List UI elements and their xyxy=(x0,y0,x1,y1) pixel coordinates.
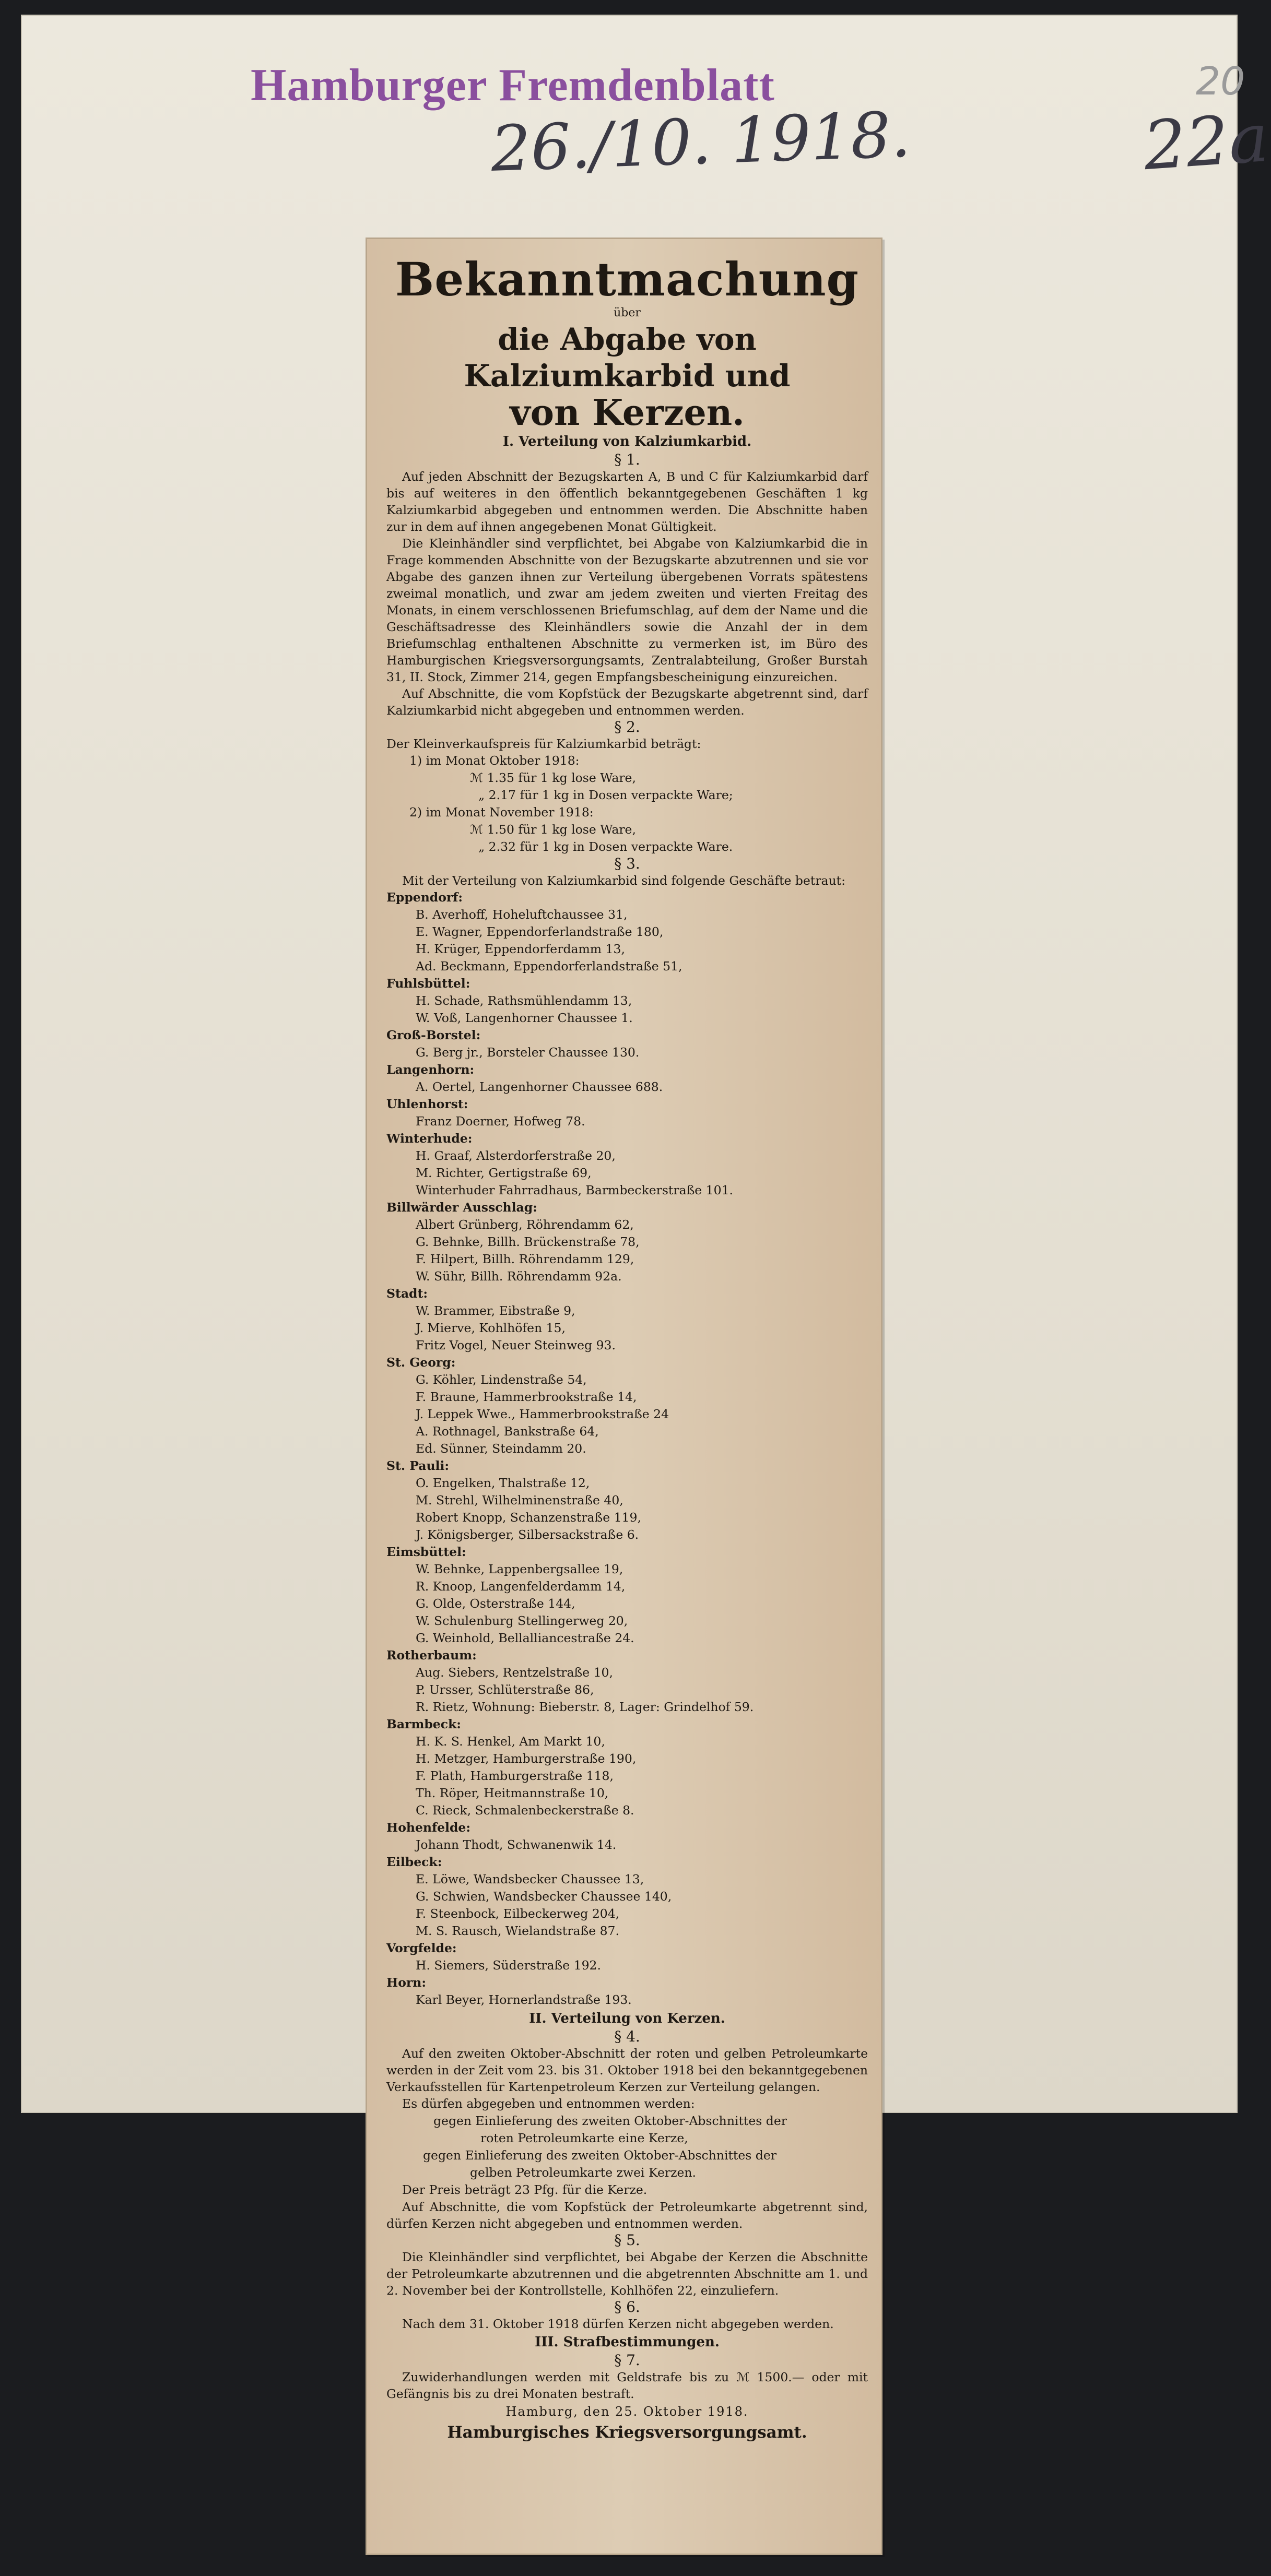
notice-subtitle-1: die Abgabe von Kalziumkarbid und xyxy=(464,322,791,394)
shop-entry: G. Köhler, Lindenstraße 54, xyxy=(416,1372,587,1387)
district-name: Horn: xyxy=(386,1975,427,1990)
newspaper-stamp: Hamburger Fremdenblatt xyxy=(251,60,775,111)
shop-entry: M. Strehl, Wilhelminenstraße 40, xyxy=(416,1493,623,1507)
shop-entry: H. Schade, Rathsmühlendamm 13, xyxy=(416,993,632,1008)
paragraph-2-intro: Der Kleinverkaufspreis für Kalziumkarbid beträgt: xyxy=(386,737,701,751)
district-name: Vorgfelde: xyxy=(386,1941,457,1955)
shop-entry: O. Engelken, Thalstraße 12, xyxy=(416,1476,590,1490)
shop-entry: G. Olde, Osterstraße 144, xyxy=(416,1596,575,1611)
district-name: Hohenfelde: xyxy=(386,1820,471,1835)
shop-entry: F. Steenbock, Eilbeckerweg 204, xyxy=(416,1906,620,1921)
district-name: St. Georg: xyxy=(386,1355,456,1370)
shop-entry: Karl Beyer, Hornerlandstraße 193. xyxy=(416,1992,632,2007)
district-name: Stadt: xyxy=(386,1286,428,1301)
shop-entry: A. Rothnagel, Bankstraße 64, xyxy=(416,1424,599,1439)
shop-entry: A. Oertel, Langenhorner Chaussee 688. xyxy=(416,1079,663,1094)
shop-entry: W. Sühr, Billh. Röhrendamm 92a. xyxy=(416,1269,622,1284)
shop-entry: G. Berg jr., Borsteler Chaussee 130. xyxy=(416,1045,640,1060)
shop-entry: Franz Doerner, Hofweg 78. xyxy=(416,1114,585,1129)
shop-entry: J. Mierve, Kohlhöfen 15, xyxy=(416,1321,566,1335)
shop-entry: W. Voß, Langenhorner Chaussee 1. xyxy=(416,1011,633,1025)
district-name: Uhlenhorst: xyxy=(386,1097,468,1111)
price-line: ℳ 1.35 für 1 kg lose Ware, xyxy=(470,770,636,785)
shop-entry: J. Königsberger, Silbersackstraße 6. xyxy=(416,1527,639,1542)
district-name: Barmbeck: xyxy=(386,1717,461,1731)
shop-entry: G. Behnke, Billh. Brückenstraße 78, xyxy=(416,1234,640,1249)
district-name: Billwärder Ausschlag: xyxy=(386,1200,537,1215)
shop-entry: Aug. Siebers, Rentzelstraße 10, xyxy=(416,1665,613,1680)
district-name: Eilbeck: xyxy=(386,1855,442,1869)
shop-entry: Ad. Beckmann, Eppendorferlandstraße 51, xyxy=(416,959,682,974)
shop-entry: H. Graaf, Alsterdorferstraße 20, xyxy=(416,1148,616,1163)
pencil-folio-number: 20 xyxy=(1196,59,1245,104)
shop-entry: Th. Röper, Heitmannstraße 10, xyxy=(416,1786,609,1800)
shop-entry: J. Leppek Wwe., Hammerbrookstraße 24 xyxy=(416,1407,669,1421)
shop-entry: Johann Thodt, Schwanenwik 14. xyxy=(416,1837,617,1852)
shop-entry: G. Weinhold, Bellalliancestraße 24. xyxy=(416,1631,634,1645)
district-list xyxy=(386,889,868,2009)
price-line: 1) im Monat Oktober 1918: xyxy=(409,753,580,768)
district-name: Rotherbaum: xyxy=(386,1648,477,1663)
paragraph-4-item: gegen Einlieferung des zweiten Oktober-Abschnittes der xyxy=(423,2148,776,2163)
paragraph-1-number: § 1. xyxy=(614,451,640,468)
district-name: Langenhorn: xyxy=(386,1062,475,1077)
newspaper-clipping xyxy=(366,238,882,2555)
shop-entry: H. Metzger, Hamburgerstraße 190, xyxy=(416,1751,637,1766)
district-name: Eimsbüttel: xyxy=(386,1545,466,1559)
paragraph-6-number: § 6. xyxy=(614,2298,640,2316)
paragraph-4-item: roten Petroleumkarte eine Kerze, xyxy=(480,2131,688,2145)
paragraph-3-intro: Mit der Verteilung von Kalziumkarbid sind folgende Geschäfte betraut: xyxy=(402,873,846,888)
shop-entry: H. Krüger, Eppendorferdamm 13, xyxy=(416,942,625,956)
shop-entry: H. Siemers, Süderstraße 192. xyxy=(416,1958,601,1973)
shop-entry: W. Brammer, Eibstraße 9, xyxy=(416,1303,575,1318)
shop-entry: E. Löwe, Wandsbecker Chaussee 13, xyxy=(416,1872,644,1886)
shop-entry: R. Knoop, Langenfelderdamm 14, xyxy=(416,1579,626,1594)
paragraph-4-text-b: Auf Abschnitte, die vom Kopfstück der Petroleumkarte abgetrennt sind, dürfen Kerzen nicht abgegeben und entnommen werden. xyxy=(386,2200,868,2231)
price-line: 2) im Monat November 1918: xyxy=(409,805,594,820)
paragraph-4-item: gelben Petroleumkarte zwei Kerzen. xyxy=(470,2165,697,2180)
district-name: Eppendorf: xyxy=(386,890,463,905)
handwritten-date: 26./10. 1918. xyxy=(489,99,912,186)
paragraph-2-number: § 2. xyxy=(614,718,640,735)
part3-heading: III. Strafbestimmungen. xyxy=(535,2334,720,2350)
price-line: ℳ 1.50 für 1 kg lose Ware, xyxy=(470,822,636,837)
paragraph-1-text-c: Auf Abschnitte, die vom Kopfstück der Bezugskarte abgetrennt sind, darf Kalziumkarbid nicht abgegeben und entnommen werden. xyxy=(386,686,868,718)
paragraph-5-number: § 5. xyxy=(614,2231,640,2249)
paragraph-4-number: § 4. xyxy=(614,2028,640,2045)
shop-entry: M. Richter, Gertigstraße 69, xyxy=(416,1166,592,1180)
shop-entry: F. Braune, Hammerbrookstraße 14, xyxy=(416,1390,637,1404)
shop-entry: R. Rietz, Wohnung: Bieberstr. 8, Lager: Grindelhof 59. xyxy=(416,1700,754,1714)
shop-entry: Ed. Sünner, Steindamm 20. xyxy=(416,1441,586,1456)
shop-entry: Albert Grünberg, Röhrendamm 62, xyxy=(416,1217,634,1232)
shop-entry: M. S. Rausch, Wielandstraße 87. xyxy=(416,1924,619,1938)
paragraph-4-item: gegen Einlieferung des zweiten Oktober-Abschnittes der xyxy=(433,2114,787,2128)
paragraph-7-text: Zuwiderhandlungen werden mit Geldstrafe bis zu ℳ 1500.— oder mit Gefängnis bis zu drei Monaten bestraft. xyxy=(386,2370,868,2401)
shop-entry: Fritz Vogel, Neuer Steinweg 93. xyxy=(416,1338,616,1352)
paragraph-1-text-b: Die Kleinhändler sind verpflichtet, bei Abgabe von Kalziumkarbid die in Frage kommenden Abschnitte von der Bezugskarte abzutrennen und sie vor Abgabe des ganzen ihnen zur Verteilung übergebenen Vorrats spätestens zweimal monatlich, und zwar am jedem zweiten und vierten Freitag des Monats, in einem verschlossenen Briefumschlag, auf dem der Name und die Geschäftsadresse des Kleinhändlers sowie die Anzahl der in dem Briefumschlag enthaltenen Abschnitte zu vermerken ist, im Büro des Hamburgischen Kriegsversorgungsamts, Zentralabteilung, Großer Burstah 31, II. Stock, Zimmer 214, gegen Empfangsbescheinigung einzureichen. xyxy=(386,536,868,684)
district-name: St. Pauli: xyxy=(386,1458,450,1473)
district-name: Groß-Borstel: xyxy=(386,1028,481,1042)
price-line: „ 2.17 für 1 kg in Dosen verpackte Ware; xyxy=(478,788,733,802)
shop-entry: W. Schulenburg Stellingerweg 20, xyxy=(416,1613,628,1628)
notice-date-line: Hamburg, den 25. Oktober 1918. xyxy=(505,2404,749,2419)
shop-entry: G. Schwien, Wandsbecker Chaussee 140, xyxy=(416,1889,672,1904)
shop-entry: B. Averhoff, Hoheluftchaussee 31, xyxy=(416,907,628,922)
paragraph-5-text: Die Kleinhändler sind verpflichtet, bei Abgabe der Kerzen die Abschnitte der Petroleumkarte abzutrennen und die abgetrennten Abschnitte am 1. und 2. November bei der Kontrollstelle, Kohlhöfen 22, einzuliefern. xyxy=(386,2250,868,2298)
price-line: „ 2.32 für 1 kg in Dosen verpackte Ware. xyxy=(478,839,733,854)
part2-heading: II. Verteilung von Kerzen. xyxy=(529,2011,725,2026)
paragraph-7-number: § 7. xyxy=(614,2352,640,2369)
shop-entry: Robert Knopp, Schanzenstraße 119, xyxy=(416,1510,641,1525)
shop-entry: H. K. S. Henkel, Am Markt 10, xyxy=(416,1734,605,1749)
shop-entry: Winterhuder Fahrradhaus, Barmbeckerstraße 101. xyxy=(416,1183,733,1197)
paragraph-6-text: Nach dem 31. Oktober 1918 dürfen Kerzen nicht abgegeben werden. xyxy=(402,2317,834,2331)
paragraph-4-price: Der Preis beträgt 23 Pfg. für die Kerze. xyxy=(402,2182,648,2197)
shop-entry: P. Ursser, Schlüterstraße 86, xyxy=(416,1682,594,1697)
shop-entry: E. Wagner, Eppendorferlandstraße 180, xyxy=(416,924,664,939)
district-name: Winterhude: xyxy=(386,1131,473,1146)
shop-entry: W. Behnke, Lappenbergsallee 19, xyxy=(416,1562,623,1576)
paragraph-1-text-a: Auf jeden Abschnitt der Bezugskarten A, B und C für Kalziumkarbid darf bis auf weiteres in den öffentlich bekanntgegebenen Geschäften 1 kg Kalziumkarbid abgegeben und entnommen werden. Die Abschnitte haben zur in dem auf ihnen angegebenen Monat Gültigkeit. xyxy=(386,469,868,534)
paragraph-4-text: Auf den zweiten Oktober-Abschnitt der roten und gelben Petroleumkarte werden in der Zeit vom 23. bis 31. Oktober 1918 bei den bekanntgegebenen Verkaufsstellen für Kartenpetroleum Kerzen zur Verteilung gelangen. xyxy=(386,2046,868,2094)
notice-subtitle-2: von Kerzen. xyxy=(510,392,745,434)
part1-heading: I. Verteilung von Kalziumkarbid. xyxy=(502,434,752,449)
shop-entry: F. Hilpert, Billh. Röhrendamm 129, xyxy=(416,1252,634,1266)
paragraph-3-number: § 3. xyxy=(614,855,640,872)
notice-title: Bekanntmachung xyxy=(395,252,860,306)
ink-folio-number: 22a xyxy=(1141,99,1271,186)
district-name: Fuhlsbüttel: xyxy=(386,976,470,991)
shop-entry: F. Plath, Hamburgerstraße 118, xyxy=(416,1768,614,1783)
notice-ueber: über xyxy=(614,306,641,319)
shop-entry: C. Rieck, Schmalenbeckerstraße 8. xyxy=(416,1803,634,1818)
paragraph-4-allowed: Es dürfen abgegeben und entnommen werden: xyxy=(402,2096,695,2111)
notice-signature: Hamburgisches Kriegsversorgungsamt. xyxy=(447,2423,807,2442)
